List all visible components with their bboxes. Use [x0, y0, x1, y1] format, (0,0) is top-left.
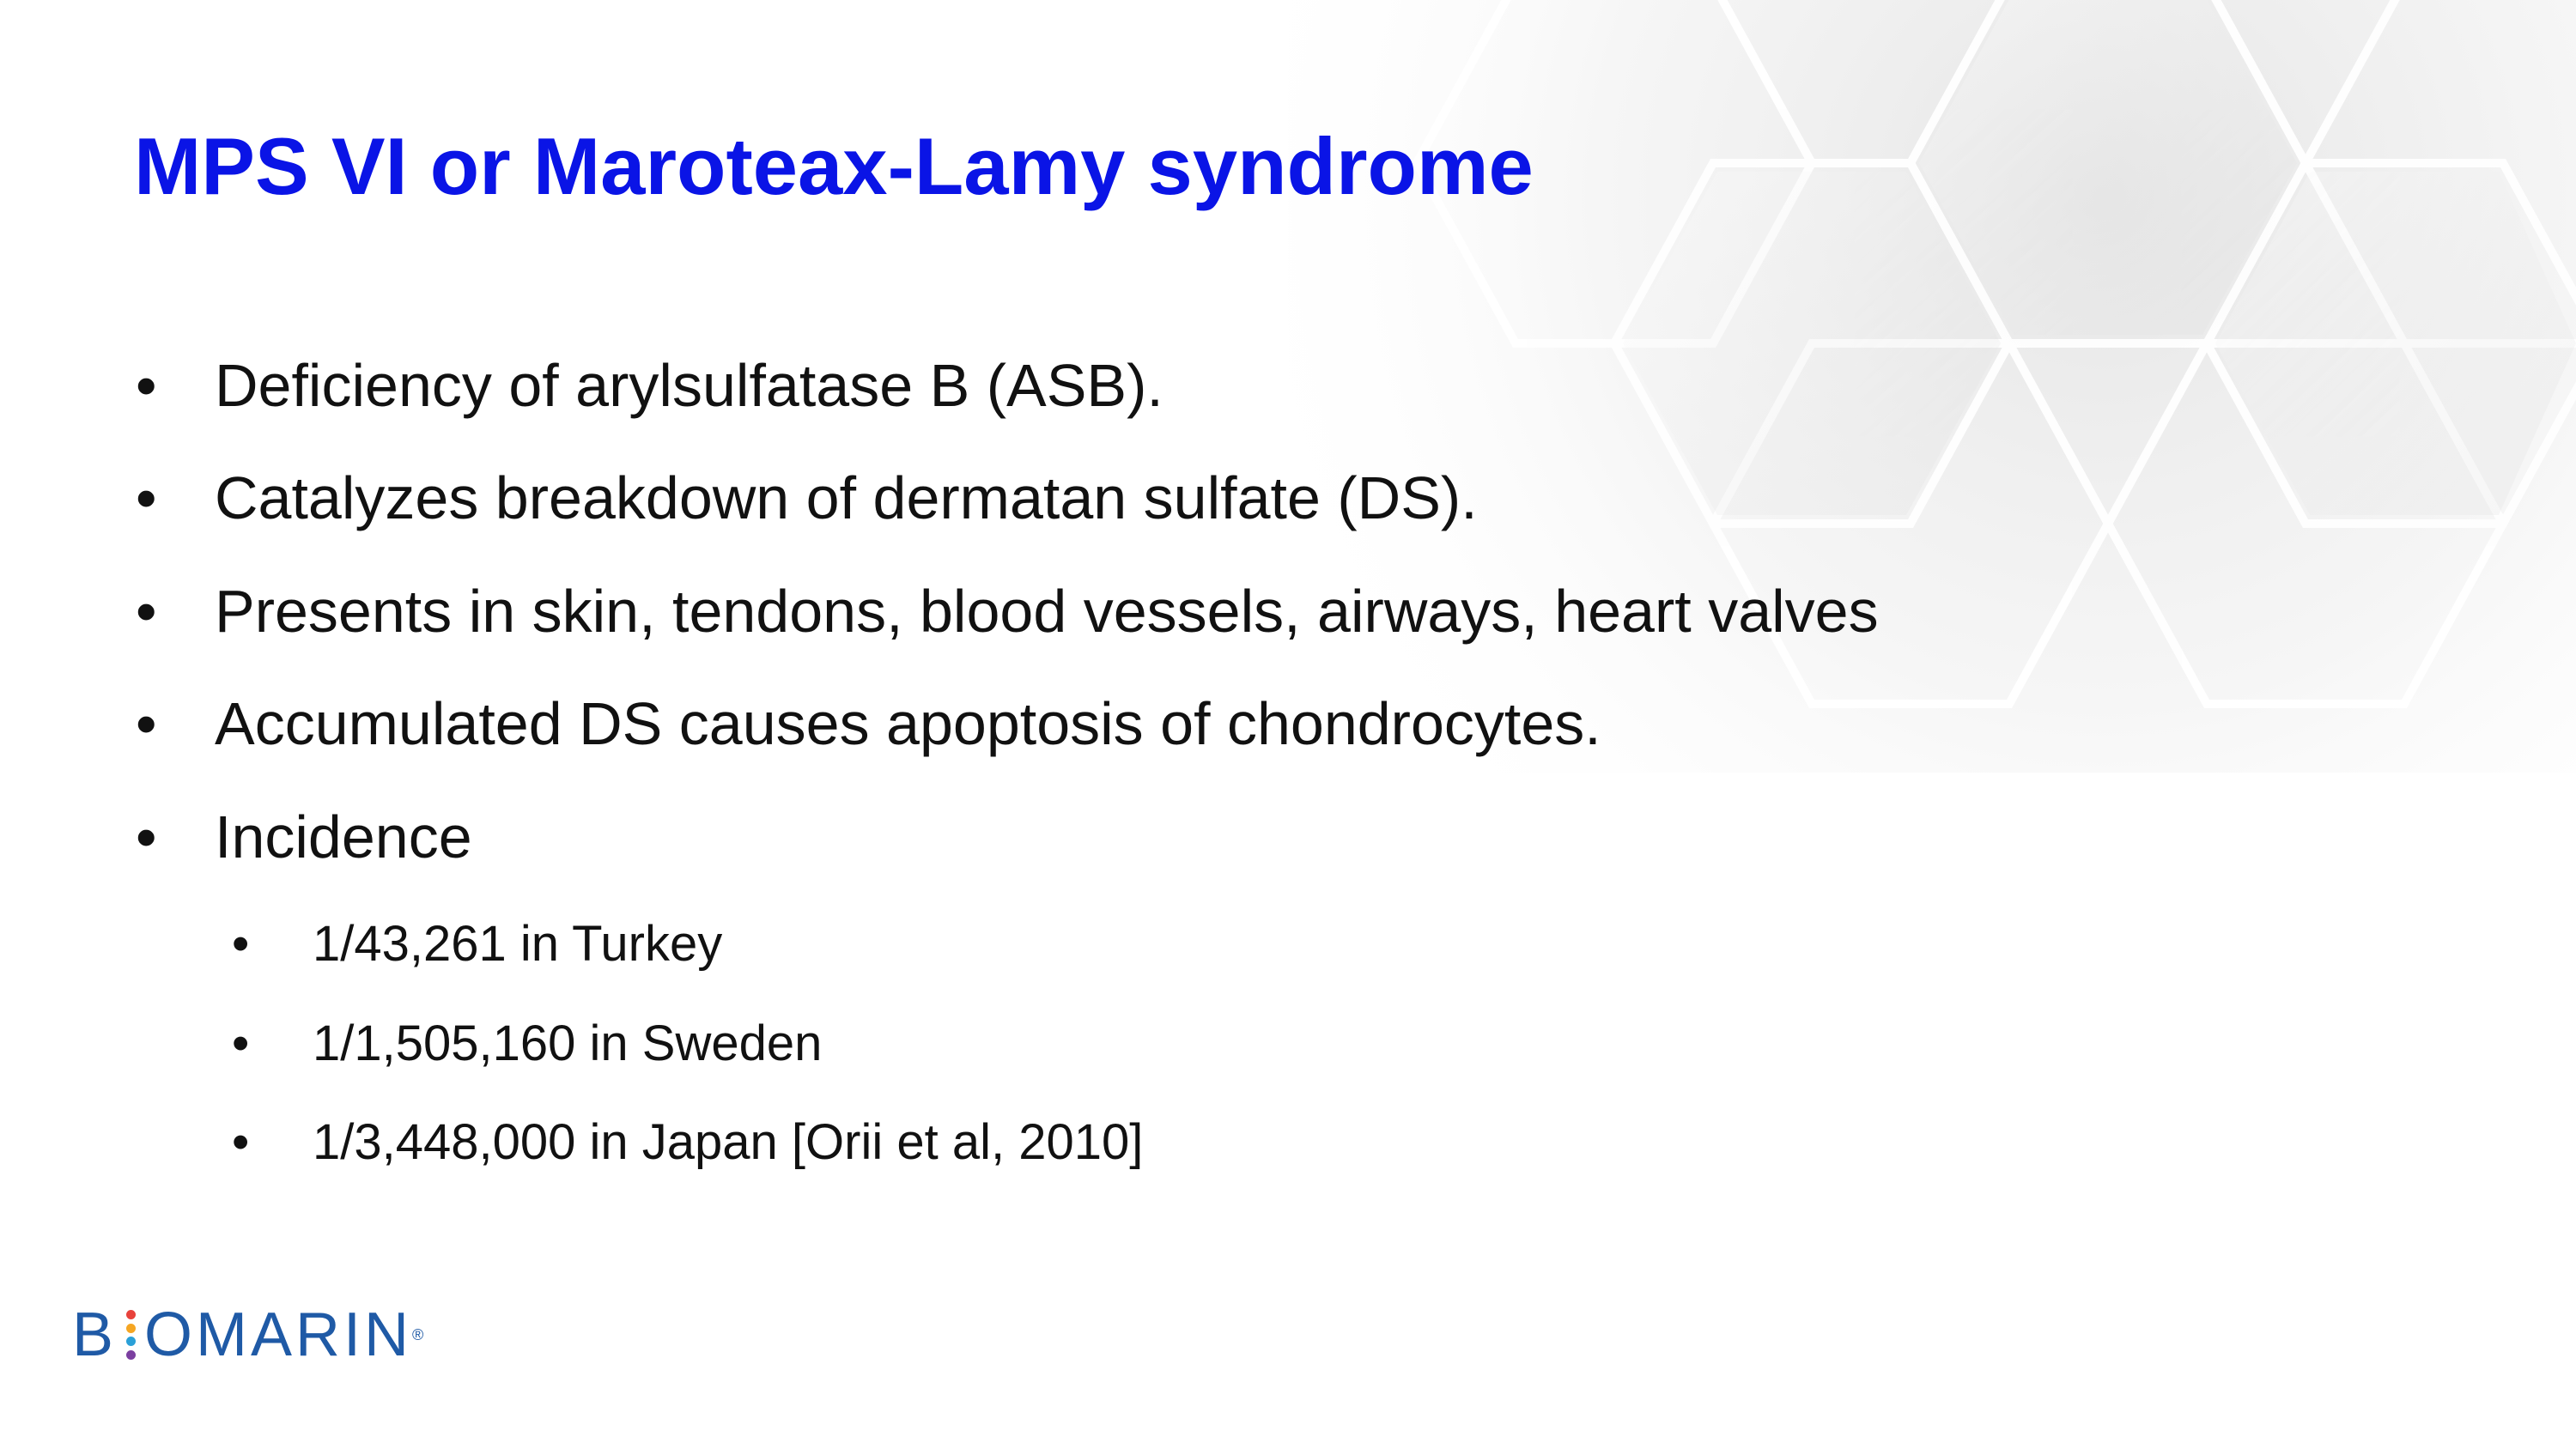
sub-bullet-text: 1/1,505,160 in Sweden [313, 1016, 823, 1071]
logo-suffix: OMARIN [144, 1300, 413, 1369]
sub-bullet-text: 1/3,448,000 in Japan [Orii et al, 2010] [313, 1114, 1144, 1170]
bullet-text: Presents in skin, tendons, blood vessels, airways, heart valves [215, 578, 1879, 645]
sub-bullet-dot: • [232, 1114, 250, 1170]
bullet-text: Accumulated DS causes apoptosis of chondrocytes. [215, 690, 1601, 757]
bullet-dot: • [136, 464, 157, 531]
bullet-dot: • [136, 690, 157, 757]
bullet-dot: • [136, 578, 157, 645]
bullet-dot: • [136, 352, 157, 419]
bullet-text: Deficiency of arylsulfatase B (ASB). [215, 352, 1163, 419]
registered-mark: ® [412, 1325, 424, 1343]
bullet-dot: • [136, 803, 157, 870]
biomarin-logo [72, 1300, 424, 1369]
slide-title: MPS VI or Maroteax-Lamy syndrome [134, 121, 1534, 211]
sub-bullet-dot: • [232, 1016, 250, 1071]
sub-bullet-text: 1/43,261 in Turkey [313, 916, 723, 972]
sub-bullet-dot: • [232, 916, 250, 972]
bullet-text: Incidence [215, 803, 472, 870]
logo-dots-icon [122, 1310, 139, 1360]
logo-prefix: B [72, 1300, 118, 1369]
bullet-text: Catalyzes breakdown of dermatan sulfate (DS). [215, 464, 1478, 531]
